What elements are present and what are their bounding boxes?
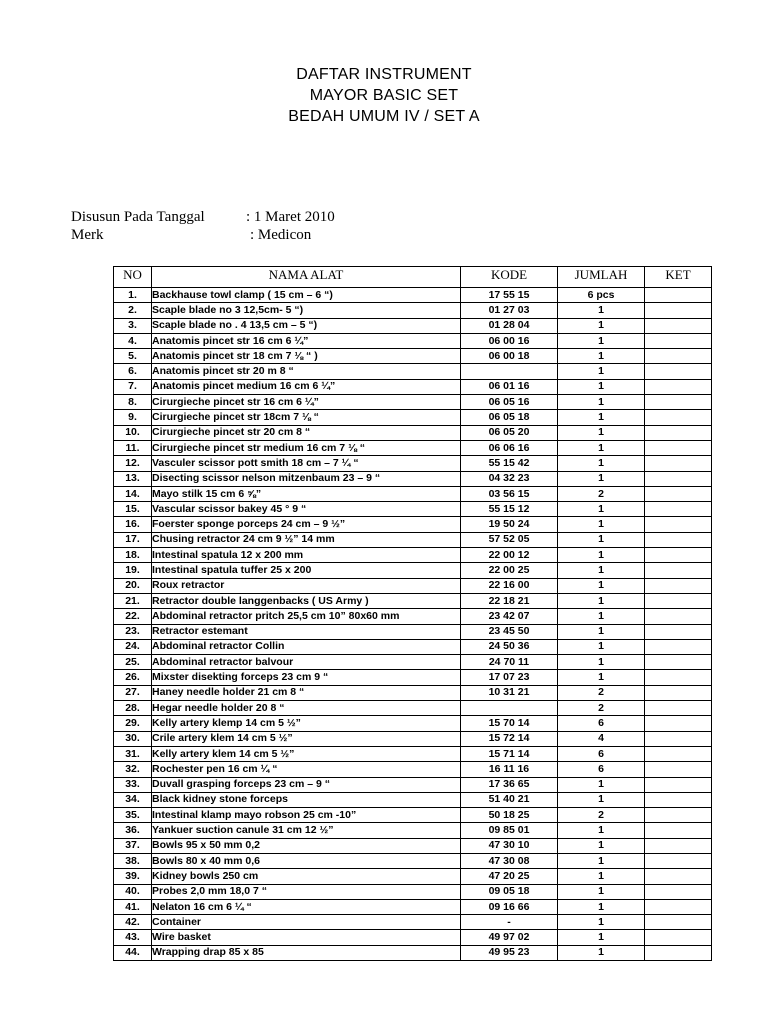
table-header-row <box>114 267 712 288</box>
table-row <box>114 716 712 731</box>
cell-name: Abdominal retractor Collin <box>152 639 461 654</box>
cell-name: Foerster sponge porceps 24 cm – 9 ½” <box>152 517 461 532</box>
cell-qty: 1 <box>558 792 645 807</box>
cell-name: Duvall grasping forceps 23 cm – 9 “ <box>152 777 461 792</box>
table-row <box>114 364 712 379</box>
header-note: KET <box>645 267 712 288</box>
cell-qty: 1 <box>558 899 645 914</box>
cell-qty: 1 <box>558 777 645 792</box>
table-row <box>114 869 712 884</box>
cell-name: Wire basket <box>152 930 461 945</box>
cell-qty: 1 <box>558 440 645 455</box>
cell-name: Anatomis pincet medium 16 cm 6 ¼” <box>152 379 461 394</box>
cell-code: 55 15 12 <box>461 502 558 517</box>
cell-code: 55 15 42 <box>461 456 558 471</box>
cell-code: 09 85 01 <box>461 823 558 838</box>
cell-code: 06 05 16 <box>461 395 558 410</box>
document-title <box>0 64 768 127</box>
cell-qty: 1 <box>558 395 645 410</box>
cell-qty: 1 <box>558 670 645 685</box>
cell-no: 27. <box>114 685 152 700</box>
cell-code: 17 55 15 <box>461 288 558 303</box>
header-qty: JUMLAH <box>558 267 645 288</box>
cell-qty: 1 <box>558 502 645 517</box>
cell-name: Scaple blade no 3 12,5cm- 5 “) <box>152 303 461 318</box>
cell-qty: 1 <box>558 563 645 578</box>
cell-note <box>645 746 712 761</box>
header-code: KODE <box>461 267 558 288</box>
table-row <box>114 456 712 471</box>
cell-name: Cirurgieche pincet str medium 16 cm 7 ⅛ “ <box>152 440 461 455</box>
cell-no: 35. <box>114 808 152 823</box>
cell-code: 24 50 36 <box>461 639 558 654</box>
cell-note <box>645 899 712 914</box>
cell-name: Nelaton 16 cm 6 ¼ “ <box>152 899 461 914</box>
header-name: NAMA ALAT <box>152 267 461 288</box>
cell-code: 19 50 24 <box>461 517 558 532</box>
table-row <box>114 548 712 563</box>
cell-code <box>461 701 558 716</box>
cell-qty: 1 <box>558 379 645 394</box>
cell-note <box>645 318 712 333</box>
cell-no: 26. <box>114 670 152 685</box>
cell-qty: 1 <box>558 425 645 440</box>
table-row <box>114 578 712 593</box>
cell-note <box>645 609 712 624</box>
table-row <box>114 624 712 639</box>
cell-name: Abdominal retractor pritch 25,5 cm 10” 80x60 mm <box>152 609 461 624</box>
cell-no: 10. <box>114 425 152 440</box>
brand-label: Merk <box>71 227 104 243</box>
cell-note <box>645 945 712 960</box>
title-line-1: DAFTAR INSTRUMENT <box>296 66 472 83</box>
cell-name: Intestinal klamp mayo robson 25 cm -10” <box>152 808 461 823</box>
table-row <box>114 670 712 685</box>
table-row <box>114 777 712 792</box>
cell-name: Bowls 95 x 50 mm 0,2 <box>152 838 461 853</box>
table-row <box>114 471 712 486</box>
cell-qty: 1 <box>558 548 645 563</box>
date-value: : 1 Maret 2010 <box>246 209 335 225</box>
cell-no: 28. <box>114 701 152 716</box>
cell-no: 29. <box>114 716 152 731</box>
cell-no: 15. <box>114 502 152 517</box>
cell-code: 06 00 16 <box>461 333 558 348</box>
cell-qty: 2 <box>558 685 645 700</box>
table-row <box>114 655 712 670</box>
cell-qty: 6 <box>558 746 645 761</box>
cell-qty: 1 <box>558 853 645 868</box>
cell-note <box>645 471 712 486</box>
cell-name: Crile artery klem 14 cm 5 ½” <box>152 731 461 746</box>
cell-code: 03 56 15 <box>461 486 558 501</box>
cell-code: 23 42 07 <box>461 609 558 624</box>
cell-code: 49 95 23 <box>461 945 558 960</box>
table-row <box>114 333 712 348</box>
cell-no: 40. <box>114 884 152 899</box>
cell-code: 06 01 16 <box>461 379 558 394</box>
cell-qty: 6 <box>558 762 645 777</box>
table-row <box>114 318 712 333</box>
cell-qty: 1 <box>558 655 645 670</box>
cell-code: 23 45 50 <box>461 624 558 639</box>
table-row <box>114 593 712 608</box>
cell-qty: 1 <box>558 609 645 624</box>
cell-qty: 6 <box>558 716 645 731</box>
cell-qty: 1 <box>558 869 645 884</box>
cell-note <box>645 624 712 639</box>
cell-qty: 1 <box>558 838 645 853</box>
cell-name: Anatomis pincet str 18 cm 7 ⅛ “ ) <box>152 349 461 364</box>
cell-no: 32. <box>114 762 152 777</box>
cell-name: Anatomis pincet str 16 cm 6 ¼” <box>152 333 461 348</box>
cell-no: 9. <box>114 410 152 425</box>
cell-note <box>645 792 712 807</box>
cell-name: Haney needle holder 21 cm 8 “ <box>152 685 461 700</box>
cell-no: 13. <box>114 471 152 486</box>
table-row <box>114 517 712 532</box>
table-row <box>114 792 712 807</box>
cell-note <box>645 701 712 716</box>
cell-no: 12. <box>114 456 152 471</box>
cell-name: Probes 2,0 mm 18,0 7 “ <box>152 884 461 899</box>
cell-code: 17 36 65 <box>461 777 558 792</box>
table-row <box>114 303 712 318</box>
cell-name: Black kidney stone forceps <box>152 792 461 807</box>
cell-qty: 1 <box>558 333 645 348</box>
table-row <box>114 930 712 945</box>
cell-code: 24 70 11 <box>461 655 558 670</box>
cell-no: 22. <box>114 609 152 624</box>
cell-code: 47 20 25 <box>461 869 558 884</box>
cell-code: 22 00 25 <box>461 563 558 578</box>
cell-code: 06 00 18 <box>461 349 558 364</box>
cell-name: Cirurgieche pincet str 20 cm 8 “ <box>152 425 461 440</box>
date-label: Disusun Pada Tanggal <box>71 209 205 225</box>
cell-note <box>645 593 712 608</box>
cell-no: 21. <box>114 593 152 608</box>
cell-code: 22 16 00 <box>461 578 558 593</box>
cell-name: Scaple blade no . 4 13,5 cm – 5 “) <box>152 318 461 333</box>
cell-note <box>645 716 712 731</box>
cell-no: 41. <box>114 899 152 914</box>
cell-no: 18. <box>114 548 152 563</box>
cell-qty: 2 <box>558 808 645 823</box>
cell-no: 38. <box>114 853 152 868</box>
cell-note <box>645 869 712 884</box>
cell-no: 43. <box>114 930 152 945</box>
cell-note <box>645 884 712 899</box>
cell-no: 3. <box>114 318 152 333</box>
cell-no: 4. <box>114 333 152 348</box>
table-row <box>114 639 712 654</box>
table-row <box>114 823 712 838</box>
cell-no: 44. <box>114 945 152 960</box>
cell-no: 36. <box>114 823 152 838</box>
cell-no: 2. <box>114 303 152 318</box>
cell-note <box>645 838 712 853</box>
cell-name: Rochester pen 16 cm ¼ “ <box>152 762 461 777</box>
cell-note <box>645 731 712 746</box>
cell-name: Wrapping drap 85 x 85 <box>152 945 461 960</box>
cell-note <box>645 655 712 670</box>
cell-name: Intestinal spatula 12 x 200 mm <box>152 548 461 563</box>
table-row <box>114 425 712 440</box>
cell-note <box>645 379 712 394</box>
table-row <box>114 853 712 868</box>
cell-qty: 1 <box>558 364 645 379</box>
cell-qty: 1 <box>558 884 645 899</box>
cell-qty: 1 <box>558 456 645 471</box>
header-no: NO <box>114 267 152 288</box>
cell-name: Kelly artery klem 14 cm 5 ½” <box>152 746 461 761</box>
cell-code: 22 18 21 <box>461 593 558 608</box>
cell-no: 25. <box>114 655 152 670</box>
cell-no: 19. <box>114 563 152 578</box>
cell-note <box>645 930 712 945</box>
cell-note <box>645 395 712 410</box>
cell-no: 5. <box>114 349 152 364</box>
instrument-table <box>113 266 712 961</box>
cell-note <box>645 578 712 593</box>
cell-code: 22 00 12 <box>461 548 558 563</box>
cell-note <box>645 440 712 455</box>
cell-name: Retractor double langgenbacks ( US Army ) <box>152 593 461 608</box>
table-row <box>114 884 712 899</box>
cell-qty: 6 pcs <box>558 288 645 303</box>
table-row <box>114 486 712 501</box>
cell-note <box>645 456 712 471</box>
table-row <box>114 502 712 517</box>
cell-no: 33. <box>114 777 152 792</box>
cell-qty: 1 <box>558 532 645 547</box>
cell-note <box>645 685 712 700</box>
cell-code: 01 27 03 <box>461 303 558 318</box>
cell-no: 7. <box>114 379 152 394</box>
table-row <box>114 288 712 303</box>
table-row <box>114 731 712 746</box>
cell-code: 10 31 21 <box>461 685 558 700</box>
cell-note <box>645 639 712 654</box>
cell-name: Yankuer suction canule 31 cm 12 ½” <box>152 823 461 838</box>
table-row <box>114 609 712 624</box>
cell-no: 30. <box>114 731 152 746</box>
cell-qty: 1 <box>558 410 645 425</box>
cell-note <box>645 486 712 501</box>
cell-note <box>645 532 712 547</box>
cell-name: Vascular scissor bakey 45 ° 9 “ <box>152 502 461 517</box>
cell-code: 47 30 08 <box>461 853 558 868</box>
table-row <box>114 532 712 547</box>
cell-qty: 1 <box>558 930 645 945</box>
cell-name: Backhause towl clamp ( 15 cm – 6 “) <box>152 288 461 303</box>
cell-qty: 1 <box>558 303 645 318</box>
cell-name: Roux retractor <box>152 578 461 593</box>
cell-name: Bowls 80 x 40 mm 0,6 <box>152 853 461 868</box>
cell-name: Anatomis pincet str 20 m 8 “ <box>152 364 461 379</box>
cell-qty: 1 <box>558 823 645 838</box>
cell-note <box>645 364 712 379</box>
cell-code: 15 71 14 <box>461 746 558 761</box>
cell-qty: 2 <box>558 486 645 501</box>
table-row <box>114 701 712 716</box>
cell-note <box>645 410 712 425</box>
cell-note <box>645 823 712 838</box>
cell-qty: 1 <box>558 945 645 960</box>
cell-name: Cirurgieche pincet str 18cm 7 ⅛ “ <box>152 410 461 425</box>
cell-code: 09 05 18 <box>461 884 558 899</box>
cell-qty: 2 <box>558 701 645 716</box>
cell-note <box>645 349 712 364</box>
cell-code: 47 30 10 <box>461 838 558 853</box>
title-line-2: MAYOR BASIC SET <box>309 87 459 104</box>
cell-no: 11. <box>114 440 152 455</box>
table-row <box>114 945 712 960</box>
table-row <box>114 762 712 777</box>
cell-no: 6. <box>114 364 152 379</box>
cell-no: 8. <box>114 395 152 410</box>
table-row <box>114 440 712 455</box>
cell-code: 49 97 02 <box>461 930 558 945</box>
cell-code: - <box>461 915 558 930</box>
cell-no: 37. <box>114 838 152 853</box>
cell-note <box>645 517 712 532</box>
cell-qty: 1 <box>558 318 645 333</box>
cell-note <box>645 303 712 318</box>
cell-note <box>645 425 712 440</box>
cell-no: 34. <box>114 792 152 807</box>
cell-qty: 1 <box>558 593 645 608</box>
table-row <box>114 915 712 930</box>
table-body <box>114 288 712 961</box>
cell-code: 04 32 23 <box>461 471 558 486</box>
cell-no: 1. <box>114 288 152 303</box>
cell-qty: 4 <box>558 731 645 746</box>
cell-name: Retractor estemant <box>152 624 461 639</box>
cell-code: 50 18 25 <box>461 808 558 823</box>
cell-note <box>645 915 712 930</box>
table-row <box>114 410 712 425</box>
cell-no: 24. <box>114 639 152 654</box>
cell-code: 01 28 04 <box>461 318 558 333</box>
table-row <box>114 746 712 761</box>
cell-qty: 1 <box>558 349 645 364</box>
cell-note <box>645 502 712 517</box>
cell-code: 15 72 14 <box>461 731 558 746</box>
cell-name: Disecting scissor nelson mitzenbaum 23 – 9 “ <box>152 471 461 486</box>
cell-note <box>645 808 712 823</box>
cell-code: 17 07 23 <box>461 670 558 685</box>
table-row <box>114 838 712 853</box>
cell-no: 31. <box>114 746 152 761</box>
table-row <box>114 349 712 364</box>
cell-qty: 1 <box>558 578 645 593</box>
cell-no: 14. <box>114 486 152 501</box>
cell-no: 20. <box>114 578 152 593</box>
cell-note <box>645 548 712 563</box>
cell-name: Container <box>152 915 461 930</box>
cell-no: 16. <box>114 517 152 532</box>
cell-name: Kidney bowls 250 cm <box>152 869 461 884</box>
table-row <box>114 379 712 394</box>
cell-note <box>645 333 712 348</box>
cell-name: Vasculer scissor pott smith 18 cm – 7 ¼ “ <box>152 456 461 471</box>
cell-code <box>461 364 558 379</box>
title-line-3: BEDAH UMUM IV / SET A <box>288 108 480 125</box>
cell-note <box>645 853 712 868</box>
cell-qty: 1 <box>558 639 645 654</box>
cell-code: 06 06 16 <box>461 440 558 455</box>
cell-code: 06 05 20 <box>461 425 558 440</box>
cell-note <box>645 670 712 685</box>
cell-no: 17. <box>114 532 152 547</box>
cell-no: 39. <box>114 869 152 884</box>
cell-qty: 1 <box>558 517 645 532</box>
cell-code: 15 70 14 <box>461 716 558 731</box>
cell-name: Abdominal retractor balvour <box>152 655 461 670</box>
cell-code: 57 52 05 <box>461 532 558 547</box>
cell-qty: 1 <box>558 471 645 486</box>
cell-code: 16 11 16 <box>461 762 558 777</box>
cell-name: Cirurgieche pincet str 16 cm 6 ¼” <box>152 395 461 410</box>
cell-note <box>645 762 712 777</box>
brand-value: : Medicon <box>250 227 312 243</box>
cell-name: Mixster disekting forceps 23 cm 9 “ <box>152 670 461 685</box>
table-row <box>114 563 712 578</box>
table-row <box>114 685 712 700</box>
cell-no: 42. <box>114 915 152 930</box>
table-row <box>114 899 712 914</box>
cell-name: Intestinal spatula tuffer 25 x 200 <box>152 563 461 578</box>
cell-name: Hegar needle holder 20 8 “ <box>152 701 461 716</box>
cell-name: Chusing retractor 24 cm 9 ½” 14 mm <box>152 532 461 547</box>
cell-code: 09 16 66 <box>461 899 558 914</box>
cell-code: 51 40 21 <box>461 792 558 807</box>
table-row <box>114 395 712 410</box>
cell-name: Mayo stilk 15 cm 6 ⅝” <box>152 486 461 501</box>
cell-code: 06 05 18 <box>461 410 558 425</box>
cell-note <box>645 288 712 303</box>
cell-no: 23. <box>114 624 152 639</box>
cell-qty: 1 <box>558 915 645 930</box>
table-row <box>114 808 712 823</box>
cell-note <box>645 777 712 792</box>
cell-qty: 1 <box>558 624 645 639</box>
cell-note <box>645 563 712 578</box>
cell-name: Kelly artery klemp 14 cm 5 ½” <box>152 716 461 731</box>
